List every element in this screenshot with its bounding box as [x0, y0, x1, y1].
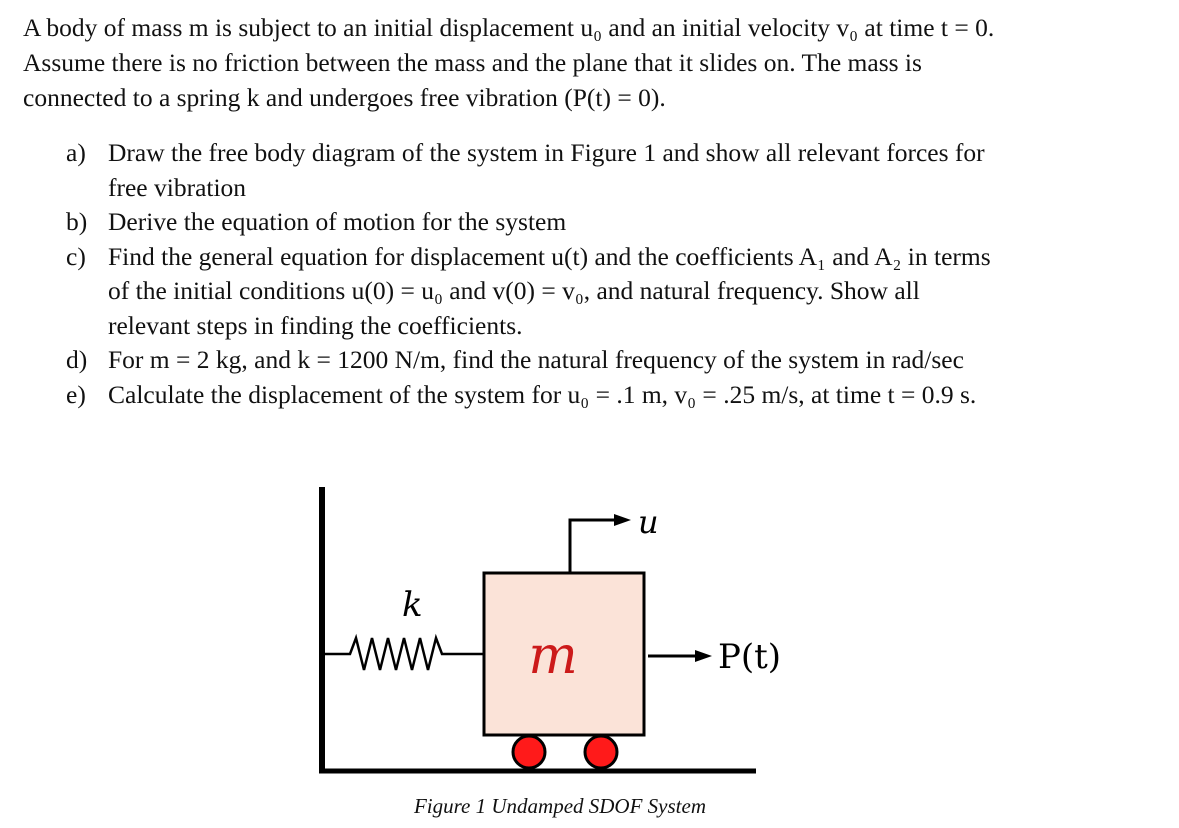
question-d — [60, 343, 1160, 378]
question-c — [60, 240, 1160, 344]
question-label: a) — [66, 138, 86, 167]
problem-statement — [23, 10, 1153, 115]
intro-line-3: connected to a spring k and undergoes free vibration (P(t) = 0). — [23, 83, 666, 112]
wheel-right-icon — [585, 736, 617, 768]
question-text: relevant steps in finding the coefficients. — [108, 310, 523, 340]
question-text: free vibration — [108, 172, 247, 202]
spring-icon — [324, 638, 484, 670]
question-text: Draw the free body diagram of the system in Figure 1 and show all relevant forces for — [108, 138, 985, 167]
wheel-left-icon — [513, 736, 545, 768]
displacement-arrow-line — [570, 520, 616, 573]
spring-label: k — [402, 585, 423, 625]
question-text: Calculate the displacement of the system for u₀ = .1 m, v₀ = .25 m/s, at time t = 0.9 s. — [108, 379, 977, 409]
question-label: b) — [66, 207, 88, 236]
question-text: of the initial conditions u(0) = u₀ and v(0) = v₀, and natural frequency. Show all — [108, 276, 920, 305]
force-arrow-head-icon — [695, 650, 712, 662]
question-label: e) — [66, 379, 86, 409]
displacement-label: u — [638, 503, 659, 541]
question-label: d) — [66, 345, 88, 374]
question-e — [60, 378, 1160, 413]
intro-line-1: A body of mass m is subject to an initial displacement u₀ and an initial velocity v₀ at time t = 0. — [23, 13, 995, 42]
question-text: Find the general equation for displacement u(t) and the coefficients A₁ and A₂ in terms — [108, 241, 991, 271]
mass-label: m — [528, 626, 578, 686]
question-a — [60, 136, 1160, 205]
question-list — [60, 136, 1160, 412]
force-label: P(t) — [718, 637, 782, 677]
question-text: Derive the equation of motion for the system — [108, 207, 567, 236]
question-b — [60, 205, 1160, 240]
displacement-arrow-head-icon — [614, 514, 631, 526]
sdof-diagram — [300, 470, 820, 780]
intro-line-2: Assume there is no friction between the mass and the plane that it slides on. The mass is — [23, 48, 922, 77]
question-text: For m = 2 kg, and k = 1200 N/m, find the natural frequency of the system in rad/sec — [108, 345, 964, 374]
figure-caption: Figure 1 Undamped SDOF System — [413, 794, 706, 818]
question-label: c) — [66, 241, 86, 271]
